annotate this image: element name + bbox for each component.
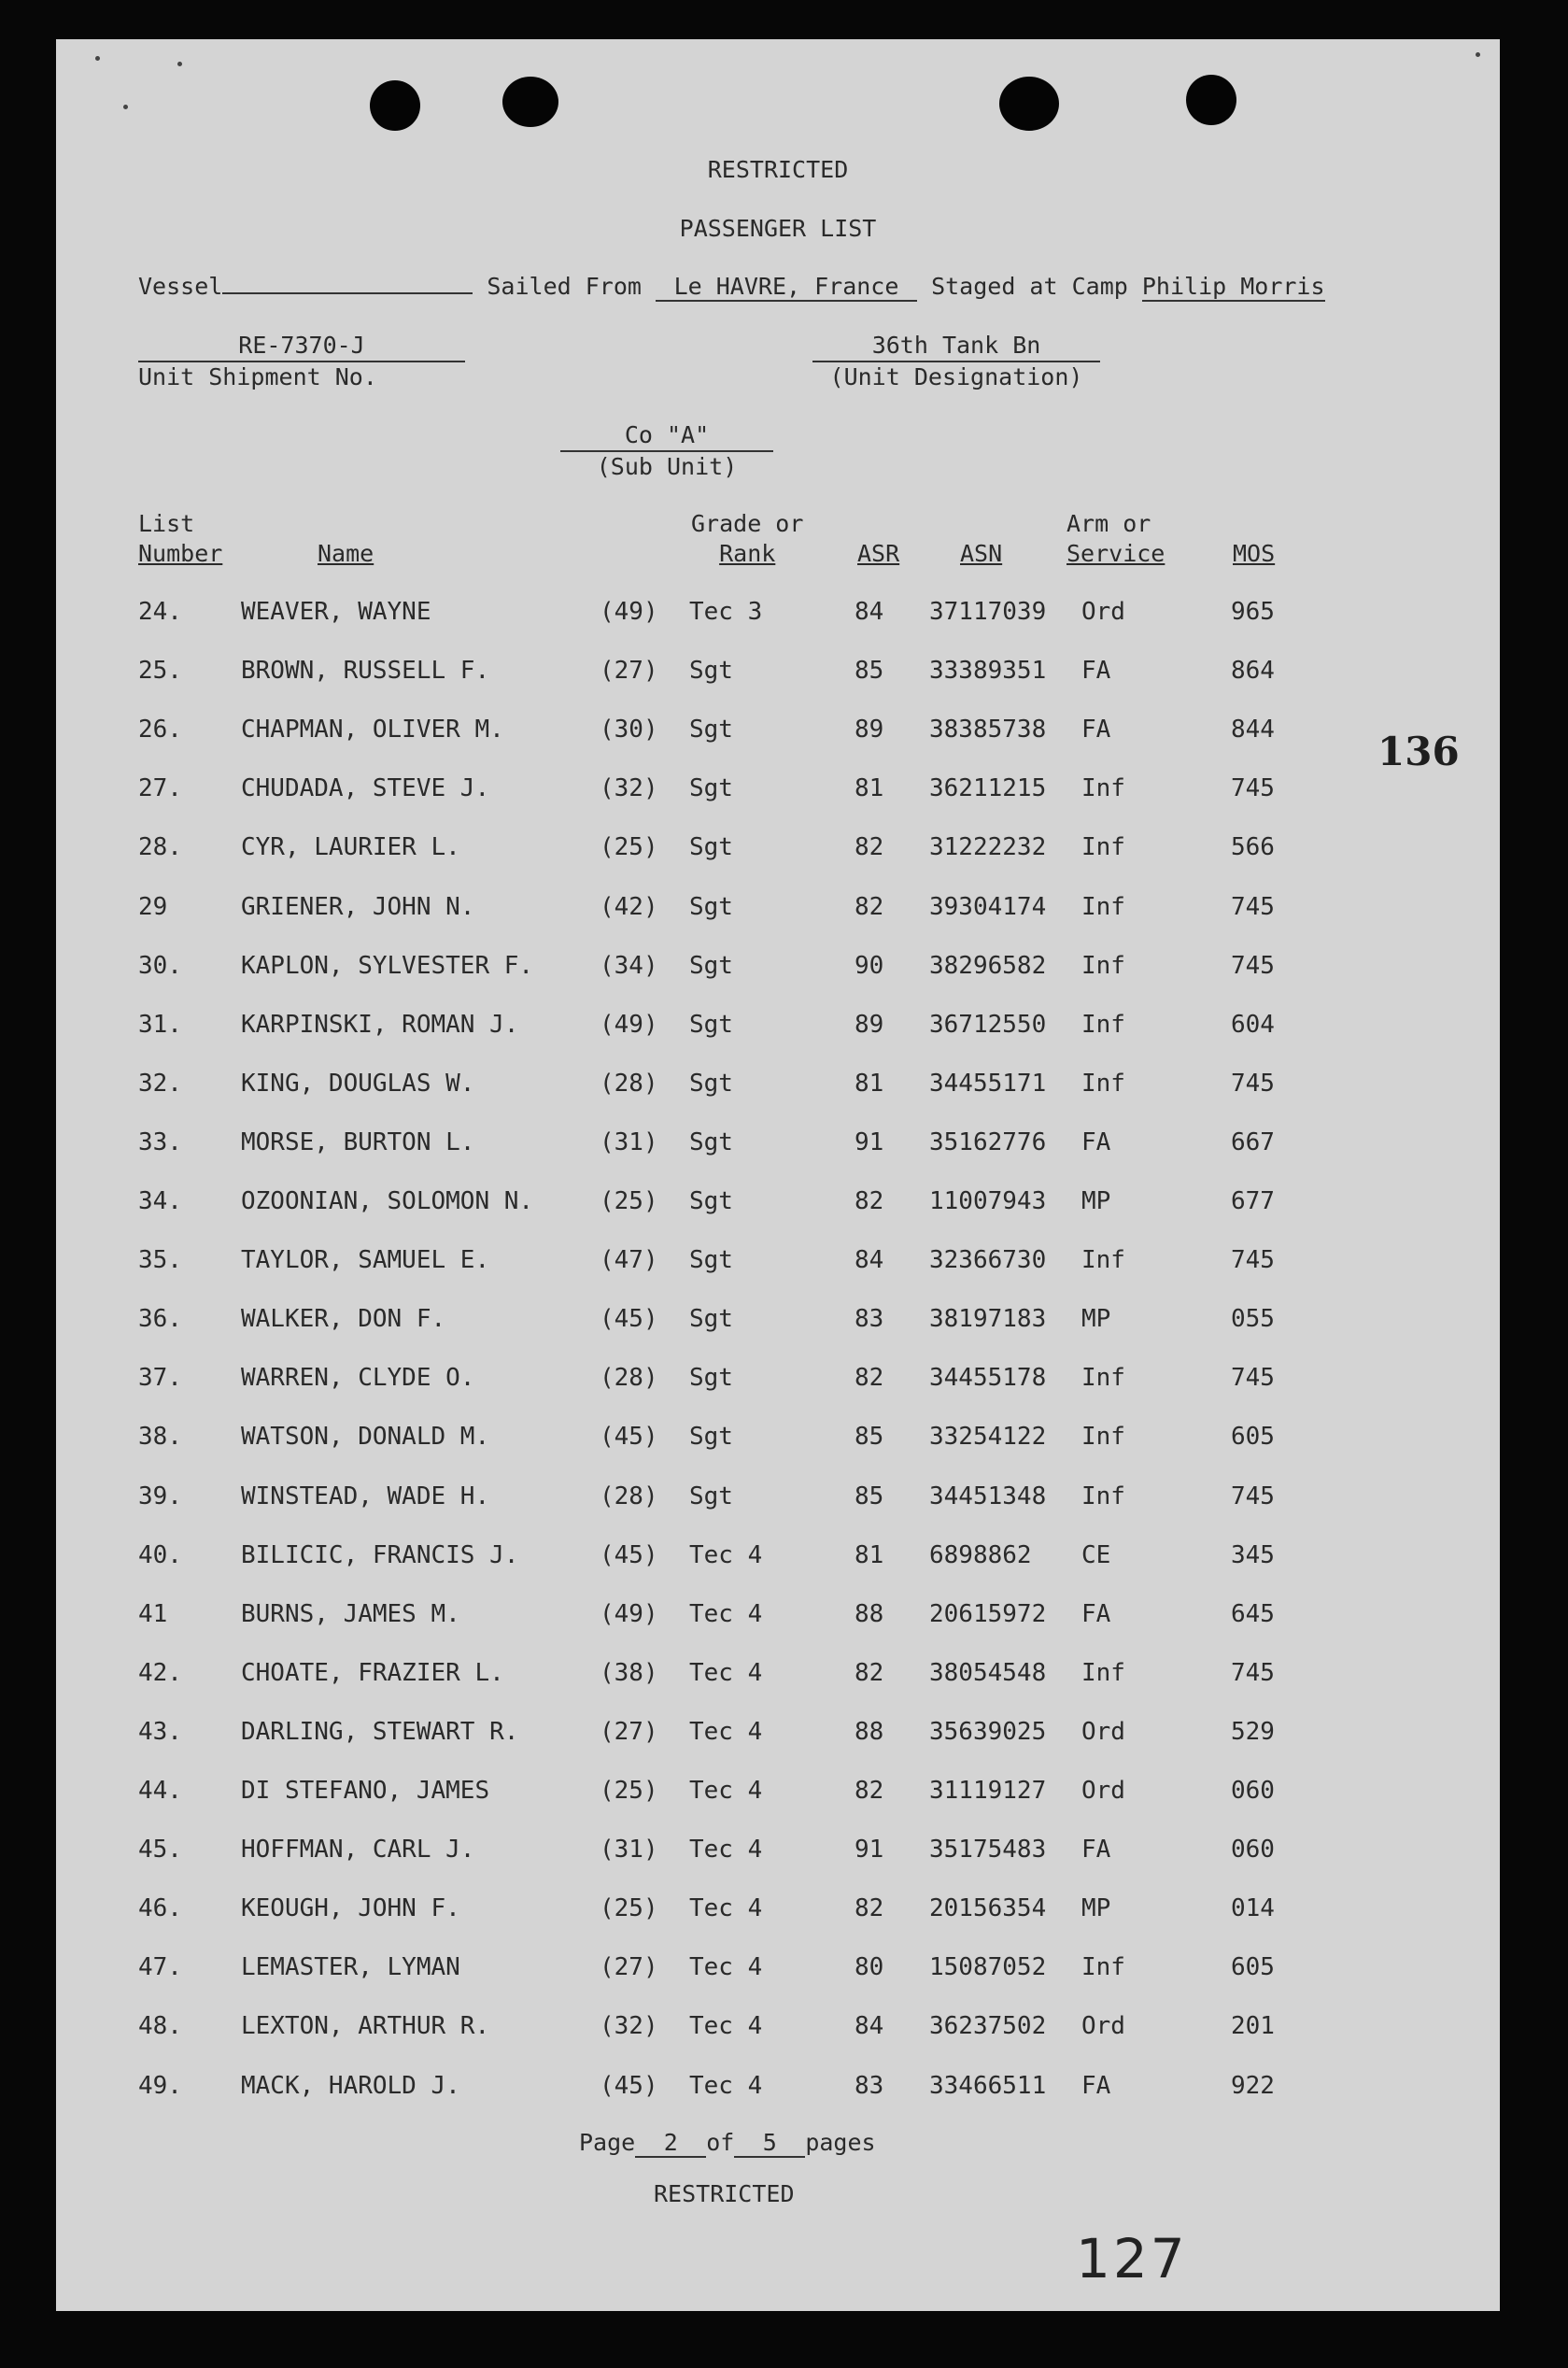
cell-name: MORSE, BURTON L.	[241, 1127, 475, 1156]
table-row	[56, 657, 1500, 694]
col-list-number	[138, 509, 222, 569]
cell-mos: 201	[1231, 2012, 1275, 2041]
cell-rank: Tec 4	[689, 2012, 763, 2041]
cell-asn: 11007943	[929, 1187, 1047, 1215]
cell-arm-service: Inf	[1081, 1482, 1125, 1510]
table-row	[56, 893, 1500, 930]
cell-rank: Sgt	[689, 951, 733, 980]
classification-top: RESTRICTED	[707, 156, 849, 183]
col-asr: ASR	[857, 540, 900, 567]
cell-name: WEAVER, WAYNE	[241, 598, 431, 626]
col-list-bottom: Number	[138, 540, 223, 567]
cell-age: (32)	[600, 774, 658, 803]
punch-hole	[1186, 75, 1236, 125]
cell-mos: 060	[1231, 1836, 1275, 1865]
cell-list-number: 38.	[138, 1423, 182, 1452]
cell-age: (30)	[600, 716, 658, 744]
cell-name: CHOATE, FRAZIER L.	[241, 1658, 504, 1687]
cell-name: CHAPMAN, OLIVER M.	[241, 716, 504, 744]
cell-arm-service: Ord	[1081, 598, 1125, 626]
cell-arm-service: CE	[1081, 1540, 1111, 1569]
unit-shipment-no: RE-7370-J	[138, 331, 465, 362]
table-row	[56, 1836, 1500, 1873]
cell-asn: 35639025	[929, 1717, 1047, 1746]
table-row	[56, 1070, 1500, 1107]
unit-designation-label: (Unit Designation)	[829, 363, 1083, 390]
cell-age: (28)	[600, 1482, 658, 1510]
col-grade	[691, 509, 803, 569]
cell-arm-service: Inf	[1081, 833, 1125, 862]
table-row	[56, 1894, 1500, 1932]
cell-rank: Sgt	[689, 716, 733, 744]
cell-rank: Sgt	[689, 1246, 733, 1275]
cell-age: (32)	[600, 2012, 658, 2041]
cell-mos: 014	[1231, 1894, 1275, 1923]
cell-age: (42)	[600, 892, 658, 921]
cell-rank: Sgt	[689, 833, 733, 862]
cell-list-number: 35.	[138, 1246, 182, 1275]
cell-asn: 33466511	[929, 2071, 1047, 2100]
cell-arm-service: Ord	[1081, 1717, 1125, 1746]
cell-asr: 82	[855, 1777, 884, 1805]
table-row	[56, 1187, 1500, 1225]
table-row	[56, 1364, 1500, 1401]
cell-name: WATSON, DONALD M.	[241, 1423, 490, 1452]
cell-asn: 34455178	[929, 1364, 1047, 1393]
cell-age: (47)	[600, 1246, 658, 1275]
cell-name: LEMASTER, LYMAN	[241, 1953, 460, 1982]
cell-rank: Tec 4	[689, 1836, 763, 1865]
cell-arm-service: FA	[1081, 1599, 1111, 1628]
cell-arm-service: FA	[1081, 657, 1111, 686]
cell-arm-service: MP	[1081, 1305, 1111, 1334]
cell-arm-service: Inf	[1081, 1364, 1125, 1393]
cell-asr: 82	[855, 1658, 884, 1687]
cell-name: WINSTEAD, WADE H.	[241, 1482, 490, 1510]
cell-arm-service: Inf	[1081, 951, 1125, 980]
vessel-line	[138, 273, 1325, 302]
cell-list-number: 42.	[138, 1658, 182, 1687]
cell-age: (49)	[600, 1010, 658, 1039]
cell-age: (25)	[600, 1187, 658, 1215]
cell-list-number: 37.	[138, 1364, 182, 1393]
cell-asn: 36237502	[929, 2012, 1047, 2041]
cell-asr: 82	[855, 1364, 884, 1393]
cell-arm-service: Inf	[1081, 1010, 1125, 1039]
cell-arm-service: FA	[1081, 1127, 1111, 1156]
col-name: Name	[318, 540, 374, 567]
cell-asr: 82	[855, 892, 884, 921]
col-mos: MOS	[1233, 540, 1276, 567]
classification-bottom: RESTRICTED	[654, 2180, 795, 2207]
cell-arm-service: Inf	[1081, 1069, 1125, 1098]
sub-unit: Co "A"	[560, 420, 773, 452]
cell-rank: Sgt	[689, 1305, 733, 1334]
cell-rank: Tec 4	[689, 2071, 763, 2100]
col-arm-top: Arm or	[1067, 510, 1151, 537]
cell-asn: 34451348	[929, 1482, 1047, 1510]
cell-asn: 31119127	[929, 1777, 1047, 1805]
punch-hole	[999, 77, 1059, 131]
cell-list-number: 31.	[138, 1010, 182, 1039]
cell-asr: 82	[855, 833, 884, 862]
cell-arm-service: Ord	[1081, 1777, 1125, 1805]
col-grade-top: Grade or	[691, 510, 804, 537]
cell-age: (27)	[600, 1717, 658, 1746]
cell-list-number: 27.	[138, 774, 182, 803]
cell-list-number: 32.	[138, 1069, 182, 1098]
cell-list-number: 28.	[138, 833, 182, 862]
col-asn: ASN	[960, 540, 1003, 567]
speck	[177, 62, 182, 66]
cell-rank: Tec 4	[689, 1894, 763, 1923]
cell-age: (27)	[600, 1953, 658, 1982]
cell-mos: 745	[1231, 1482, 1275, 1510]
table-row	[56, 1659, 1500, 1696]
cell-arm-service: FA	[1081, 1836, 1111, 1865]
table-row	[56, 1482, 1500, 1520]
cell-age: (28)	[600, 1069, 658, 1098]
handwritten-number: 127	[1076, 2227, 1188, 2290]
table-row	[56, 598, 1500, 635]
cell-name: BURNS, JAMES M.	[241, 1599, 460, 1628]
cell-mos: 745	[1231, 892, 1275, 921]
cell-asr: 81	[855, 1069, 884, 1098]
cell-name: BROWN, RUSSELL F.	[241, 657, 490, 686]
cell-arm-service: Inf	[1081, 774, 1125, 803]
cell-name: CYR, LAURIER L.	[241, 833, 460, 862]
cell-asr: 83	[855, 1305, 884, 1334]
table-row	[56, 2012, 1500, 2049]
cell-arm-service: MP	[1081, 1187, 1111, 1215]
cell-mos: 844	[1231, 716, 1275, 744]
cell-name: CHUDADA, STEVE J.	[241, 774, 490, 803]
cell-name: MACK, HAROLD J.	[241, 2071, 460, 2100]
cell-asr: 84	[855, 2012, 884, 2041]
cell-age: (45)	[600, 1540, 658, 1569]
table-row	[56, 1423, 1500, 1460]
cell-asr: 90	[855, 951, 884, 980]
cell-mos: 745	[1231, 1246, 1275, 1275]
cell-asn: 15087052	[929, 1953, 1047, 1982]
cell-name: KEOUGH, JOHN F.	[241, 1894, 460, 1923]
vessel-value	[222, 292, 473, 294]
cell-rank: Tec 4	[689, 1658, 763, 1687]
cell-asr: 88	[855, 1599, 884, 1628]
cell-name: WARREN, CLYDE O.	[241, 1364, 475, 1393]
cell-rank: Sgt	[689, 1187, 733, 1215]
cell-asn: 37117039	[929, 598, 1047, 626]
cell-arm-service: FA	[1081, 2071, 1111, 2100]
cell-list-number: 49.	[138, 2071, 182, 2100]
page-total: 5	[734, 2129, 805, 2158]
cell-age: (45)	[600, 1305, 658, 1334]
punch-hole	[370, 80, 420, 131]
cell-asn: 38054548	[929, 1658, 1047, 1687]
cell-age: (25)	[600, 1777, 658, 1805]
cell-mos: 605	[1231, 1953, 1275, 1982]
cell-asr: 82	[855, 1187, 884, 1215]
sub-unit-label: (Sub Unit)	[596, 453, 738, 480]
cell-list-number: 46.	[138, 1894, 182, 1923]
staged-at-value: Philip Morris	[1141, 273, 1325, 300]
cell-asr: 83	[855, 2071, 884, 2100]
cell-rank: Tec 4	[689, 1953, 763, 1982]
cell-age: (25)	[600, 833, 658, 862]
cell-asn: 33389351	[929, 657, 1047, 686]
cell-list-number: 33.	[138, 1127, 182, 1156]
cell-asr: 85	[855, 657, 884, 686]
col-grade-bottom: Rank	[719, 540, 776, 567]
unit-designation: 36th Tank Bn	[812, 331, 1100, 362]
cell-asr: 80	[855, 1953, 884, 1982]
page-number: 2	[635, 2129, 706, 2158]
table-row	[56, 1600, 1500, 1638]
cell-list-number: 25.	[138, 657, 182, 686]
cell-age: (49)	[600, 1599, 658, 1628]
cell-age: (38)	[600, 1658, 658, 1687]
cell-asn: 34455171	[929, 1069, 1047, 1098]
cell-list-number: 39.	[138, 1482, 182, 1510]
cell-mos: 745	[1231, 774, 1275, 803]
table-row	[56, 1246, 1500, 1283]
page-count-line	[579, 2129, 876, 2158]
table-row	[56, 1718, 1500, 1755]
cell-rank: Tec 4	[689, 1777, 763, 1805]
cell-age: (28)	[600, 1364, 658, 1393]
cell-asr: 91	[855, 1836, 884, 1865]
cell-name: KARPINSKI, ROMAN J.	[241, 1010, 519, 1039]
cell-asr: 82	[855, 1894, 884, 1923]
cell-mos: 922	[1231, 2071, 1275, 2100]
table-row	[56, 1305, 1500, 1342]
speck	[123, 105, 128, 109]
cell-asn: 38296582	[929, 951, 1047, 980]
staged-at-label: Staged at Camp	[931, 273, 1128, 300]
cell-list-number: 40.	[138, 1540, 182, 1569]
table-row	[56, 1011, 1500, 1048]
cell-list-number: 43.	[138, 1717, 182, 1746]
cell-mos: 604	[1231, 1010, 1275, 1039]
cell-list-number: 34.	[138, 1187, 182, 1215]
cell-asn: 36712550	[929, 1010, 1047, 1039]
cell-arm-service: Inf	[1081, 1246, 1125, 1275]
sailed-from-value: Le HAVRE, France	[656, 273, 917, 302]
cell-list-number: 29	[138, 892, 168, 921]
cell-mos: 677	[1231, 1187, 1275, 1215]
punch-hole	[502, 77, 558, 127]
cell-asr: 89	[855, 716, 884, 744]
page-label: Page	[579, 2129, 636, 2156]
cell-arm-service: Inf	[1081, 1423, 1125, 1452]
table-row	[56, 952, 1500, 989]
cell-asn: 32366730	[929, 1246, 1047, 1275]
cell-list-number: 26.	[138, 716, 182, 744]
cell-asr: 81	[855, 1540, 884, 1569]
cell-rank: Sgt	[689, 1010, 733, 1039]
cell-mos: 745	[1231, 1658, 1275, 1687]
cell-rank: Sgt	[689, 657, 733, 686]
cell-rank: Tec 4	[689, 1717, 763, 1746]
cell-age: (45)	[600, 1423, 658, 1452]
cell-rank: Sgt	[689, 1069, 733, 1098]
cell-name: BILICIC, FRANCIS J.	[241, 1540, 519, 1569]
cell-mos: 667	[1231, 1127, 1275, 1156]
cell-mos: 055	[1231, 1305, 1275, 1334]
cell-name: KING, DOUGLAS W.	[241, 1069, 475, 1098]
cell-mos: 529	[1231, 1717, 1275, 1746]
cell-arm-service: MP	[1081, 1894, 1111, 1923]
table-row	[56, 1777, 1500, 1814]
cell-list-number: 24.	[138, 598, 182, 626]
table-row	[56, 1128, 1500, 1166]
cell-age: (49)	[600, 598, 658, 626]
cell-asr: 91	[855, 1127, 884, 1156]
cell-mos: 745	[1231, 1364, 1275, 1393]
cell-mos: 566	[1231, 833, 1275, 862]
col-arm	[1067, 509, 1165, 569]
cell-rank: Sgt	[689, 1423, 733, 1452]
cell-asn: 38385738	[929, 716, 1047, 744]
cell-name: OZOONIAN, SOLOMON N.	[241, 1187, 534, 1215]
cell-list-number: 44.	[138, 1777, 182, 1805]
cell-age: (25)	[600, 1894, 658, 1923]
cell-mos: 745	[1231, 1069, 1275, 1098]
table-row	[56, 833, 1500, 871]
table-row	[56, 716, 1500, 753]
cell-age: (31)	[600, 1127, 658, 1156]
cell-age: (31)	[600, 1836, 658, 1865]
cell-mos: 605	[1231, 1423, 1275, 1452]
col-arm-bottom: Service	[1067, 540, 1165, 567]
cell-name: LEXTON, ARTHUR R.	[241, 2012, 490, 2041]
cell-asr: 85	[855, 1423, 884, 1452]
cell-rank: Tec 4	[689, 1599, 763, 1628]
unit-shipment-label: Unit Shipment No.	[138, 363, 377, 390]
stamp-number: 136	[1377, 729, 1460, 774]
table-row	[56, 1541, 1500, 1579]
vessel-label: Vessel	[138, 273, 223, 300]
cell-asn: 35175483	[929, 1836, 1047, 1865]
cell-asr: 81	[855, 774, 884, 803]
pages-label: pages	[805, 2129, 876, 2156]
cell-list-number: 45.	[138, 1836, 182, 1865]
cell-name: DARLING, STEWART R.	[241, 1717, 519, 1746]
cell-asr: 89	[855, 1010, 884, 1039]
document-page	[56, 39, 1500, 2311]
cell-asn: 20615972	[929, 1599, 1047, 1628]
cell-mos: 645	[1231, 1599, 1275, 1628]
cell-mos: 345	[1231, 1540, 1275, 1569]
cell-arm-service: FA	[1081, 716, 1111, 744]
cell-arm-service: Ord	[1081, 2012, 1125, 2041]
cell-asn: 36211215	[929, 774, 1047, 803]
col-list-top: List	[138, 510, 195, 537]
cell-rank: Sgt	[689, 774, 733, 803]
sailed-from-label: Sailed From	[487, 273, 642, 300]
cell-name: GRIENER, JOHN N.	[241, 892, 475, 921]
cell-mos: 060	[1231, 1777, 1275, 1805]
speck	[95, 56, 100, 61]
table-row	[56, 1953, 1500, 1991]
unit-shipment-block	[138, 331, 465, 392]
cell-list-number: 41	[138, 1599, 168, 1628]
cell-rank: Sgt	[689, 892, 733, 921]
cell-mos: 965	[1231, 598, 1275, 626]
cell-rank: Sgt	[689, 1127, 733, 1156]
cell-asn: 31222232	[929, 833, 1047, 862]
cell-arm-service: Inf	[1081, 1658, 1125, 1687]
cell-rank: Sgt	[689, 1364, 733, 1393]
cell-list-number: 48.	[138, 2012, 182, 2041]
cell-list-number: 36.	[138, 1305, 182, 1334]
cell-rank: Sgt	[689, 1482, 733, 1510]
cell-mos: 864	[1231, 657, 1275, 686]
cell-name: DI STEFANO, JAMES	[241, 1777, 490, 1805]
cell-asr: 85	[855, 1482, 884, 1510]
cell-rank: Tec 4	[689, 1540, 763, 1569]
table-row	[56, 774, 1500, 812]
cell-asn: 38197183	[929, 1305, 1047, 1334]
cell-name: KAPLON, SYLVESTER F.	[241, 951, 534, 980]
cell-asn: 20156354	[929, 1894, 1047, 1923]
cell-asn: 33254122	[929, 1423, 1047, 1452]
cell-age: (45)	[600, 2071, 658, 2100]
cell-mos: 745	[1231, 951, 1275, 980]
speck	[1476, 52, 1480, 57]
cell-list-number: 30.	[138, 951, 182, 980]
cell-asn: 39304174	[929, 892, 1047, 921]
cell-name: WALKER, DON F.	[241, 1305, 446, 1334]
document-title: PASSENGER LIST	[679, 215, 877, 242]
cell-asr: 84	[855, 598, 884, 626]
cell-name: TAYLOR, SAMUEL E.	[241, 1246, 490, 1275]
cell-name: HOFFMAN, CARL J.	[241, 1836, 475, 1865]
cell-rank: Tec 3	[689, 598, 763, 626]
cell-arm-service: Inf	[1081, 1953, 1125, 1982]
cell-asn: 35162776	[929, 1127, 1047, 1156]
sub-unit-block	[560, 420, 773, 482]
cell-list-number: 47.	[138, 1953, 182, 1982]
of-label: of	[706, 2129, 735, 2156]
cell-asr: 84	[855, 1246, 884, 1275]
cell-age: (34)	[600, 951, 658, 980]
cell-asn: 6898862	[929, 1540, 1032, 1569]
table-row	[56, 2072, 1500, 2109]
cell-asr: 88	[855, 1717, 884, 1746]
unit-designation-block	[812, 331, 1100, 392]
cell-age: (27)	[600, 657, 658, 686]
cell-arm-service: Inf	[1081, 892, 1125, 921]
